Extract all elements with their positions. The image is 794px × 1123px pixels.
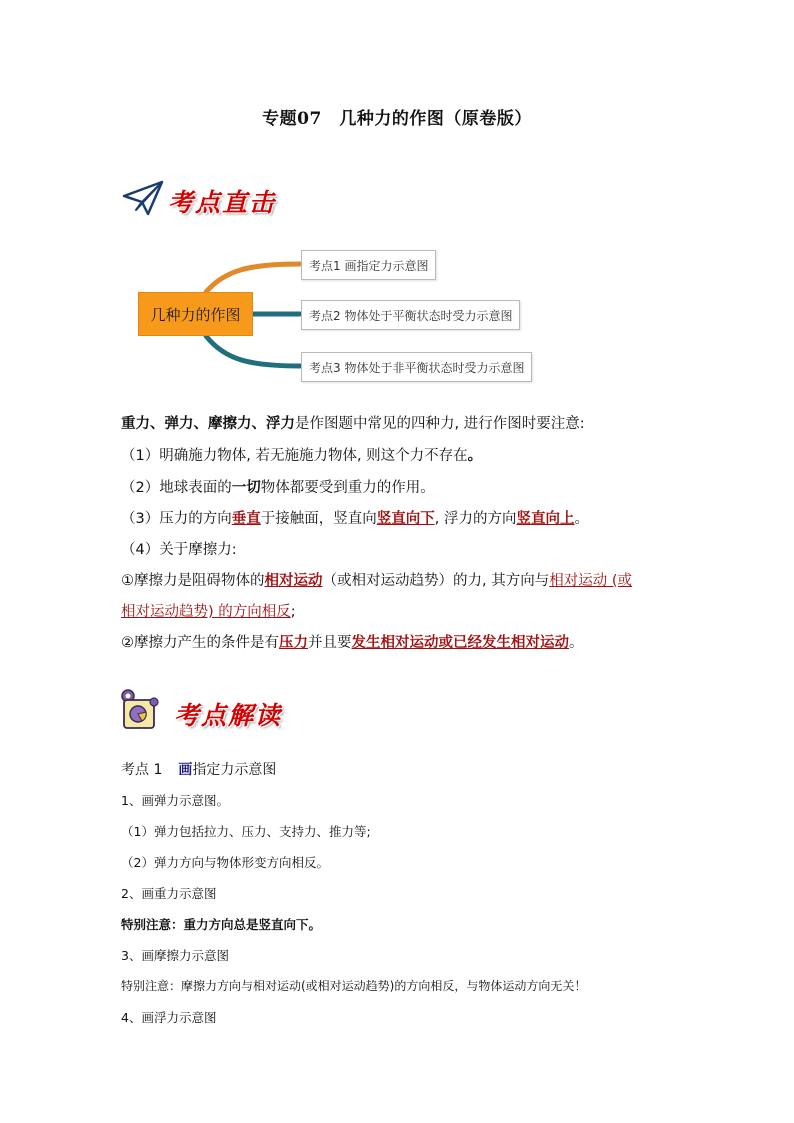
- intro-point-6: [121, 632, 584, 654]
- paper-plane-icon: [122, 180, 164, 216]
- intro-lead: [121, 413, 585, 435]
- intro-p6-pressure: 压力: [279, 635, 308, 651]
- intro-p1-text: （1）明确施力物体, 若无施施力物体, 则这个力不存在: [121, 448, 468, 464]
- kaodian-item-2: （1）弹力包括拉力、压力、支持力、推力等;: [121, 824, 371, 839]
- intro-p5-d: 相对运动 (或: [549, 573, 632, 589]
- intro-lead-rest: 是作图题中常见的四种力, 进行作图时要注意:: [295, 416, 585, 432]
- mindmap-node-3: 考点3 物体处于非平衡状态时受力示意图: [301, 352, 532, 382]
- intro-p3-e: , 浮力的方向: [434, 511, 517, 527]
- intro-point-5-line-1: [121, 570, 632, 592]
- kaodian-label: 考点 1: [121, 762, 163, 778]
- page-title: 专题07 几种力的作图（原卷版）: [262, 109, 532, 129]
- intro-p3-up: 竖直向上: [516, 511, 575, 527]
- intro-point-2: [121, 477, 435, 499]
- intro-p3-perpendicular: 垂直: [231, 511, 261, 527]
- section-heading-2: 考点解读: [174, 701, 283, 730]
- branch-3-line: [206, 336, 300, 366]
- intro-p5-e: 相对运动趋势) 的方向相反: [121, 604, 291, 620]
- intro-p1-end: 。: [467, 448, 483, 464]
- intro-p6-end: 。: [569, 635, 584, 651]
- intro-p5-end: ;: [290, 604, 296, 620]
- kaodian-item-6: 3、画摩擦力示意图: [121, 948, 229, 963]
- kaodian-heading: [121, 759, 276, 779]
- section-banner-direct: [122, 180, 302, 220]
- kaodian-title-rest: 指定力示意图: [192, 762, 277, 778]
- intro-point-3: [121, 508, 589, 530]
- intro-p2-c: 物体都要受到重力的作用。: [260, 480, 435, 496]
- kaodian-item-4: 2、画重力示意图: [121, 886, 217, 901]
- intro-point-4: （4）关于摩擦力:: [121, 542, 237, 558]
- mindmap-node-2: 考点2 物体处于平衡状态时受力示意图: [301, 300, 520, 330]
- intro-p2-bold: 一切: [231, 480, 261, 496]
- intro-p5-relative-motion: 相对运动: [264, 573, 323, 589]
- section-heading: 考点直击: [168, 188, 277, 217]
- kaodian-item-1: 1、画弹力示意图。: [121, 793, 229, 808]
- kaodian-item-3: （2）弹力方向与物体形变方向相反。: [121, 855, 329, 870]
- intro-p3-down: 竖直向下: [376, 511, 435, 527]
- kaodian-item-8: 4、画浮力示意图: [121, 1010, 217, 1025]
- intro-p3-c: 于接触面，竖直向: [260, 511, 377, 527]
- section-banner-interpret: [118, 688, 318, 736]
- kaodian-item-5: 特别注意：重力方向总是竖直向下。: [121, 917, 322, 932]
- intro-p3-a: （3）压力的方向: [121, 511, 232, 527]
- intro-p3-end: 。: [574, 511, 589, 527]
- branch-1-line: [206, 264, 300, 292]
- kaodian-title-bold: 画: [178, 762, 193, 778]
- intro-p5-a: ①摩擦力是阻碍物体的: [121, 573, 265, 589]
- intro-p6-c: 并且要: [308, 635, 352, 651]
- intro-point-1: [121, 445, 482, 467]
- mindmap-node-1: 考点1 画指定力示意图: [301, 250, 436, 280]
- intro-p6-a: ②摩擦力产生的条件是有: [121, 635, 279, 651]
- mindmap-root: 几种力的作图: [138, 292, 253, 336]
- intro-p6-condition: 发生相对运动或已经发生相对运动: [351, 635, 569, 651]
- intro-lead-bold: 重力、弹力、摩擦力、浮力: [121, 416, 295, 432]
- scroll-icon: [118, 688, 162, 732]
- intro-p2-a: （2）地球表面的: [121, 480, 232, 496]
- intro-point-5-line-2: [121, 601, 296, 623]
- kaodian-item-7: 特别注意：摩擦力方向与相对运动(或相对运动趋势)的方向相反，与物体运动方向无关！: [121, 979, 587, 993]
- intro-p5-c: （或相对运动趋势）的力, 其方向与: [322, 573, 550, 589]
